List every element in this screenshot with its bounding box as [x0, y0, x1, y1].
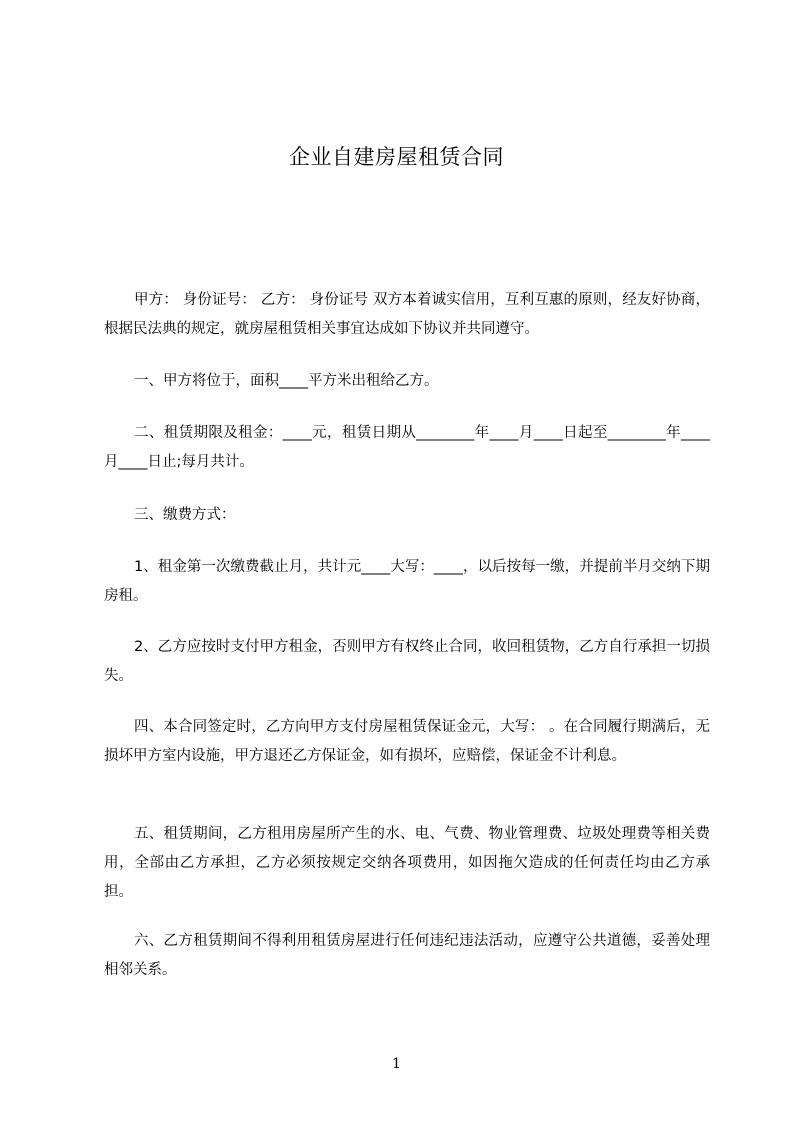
document-title: 企业自建房屋租赁合同	[289, 145, 504, 169]
paragraph-clause-1: 一、甲方将位于，面积____平方米出租给乙方。	[134, 373, 439, 389]
page-number: 1	[392, 1056, 401, 1072]
paragraph-clause-4: 四、本合同签定时，乙方向甲方支付房屋租赁保证金元，大写： 。在合同履行期满后，无损坏甲方室内设施，甲方退还乙方保证金，如有损坏，应赔偿，保证金不计利息。	[104, 719, 710, 764]
paragraph-parties: 甲方： 身份证号： 乙方： 身份证号 双方本着诚实信用，互利互惠的原则，经友好协商，根据民法典的规定，就房屋租赁相关事宜达成如下协议并共同遵守。	[104, 292, 710, 337]
paragraph-clause-2: 二、租赁期限及租金：____元，租赁日期从________年____月____日起至________年____月____日止;每月共计。	[104, 425, 710, 470]
paragraph-clause-5: 五、租赁期间，乙方租用房屋所产生的水、电、气费、物业管理费、垃圾处理费等相关费用，全部由乙方承担，乙方必须按规定交纳各项费用，如因拖欠造成的任何责任均由乙方承担。	[104, 826, 710, 900]
paragraph-clause-3: 三、缴费方式：	[134, 507, 236, 523]
paragraph-clause-6: 六、乙方租赁期间不得利用租赁房屋进行任何违纪违法活动，应遵守公共道德，妥善处理相邻关系。	[104, 933, 710, 978]
paragraph-clause-3-2: 2、乙方应按时支付甲方租金，否则甲方有权终止合同，收回租赁物，乙方自行承担一切损失。	[104, 639, 710, 684]
paragraph-clause-3-1: 1、租金第一次缴费截止月，共计元____大写：____，以后按每一缴，并提前半月交纳下期房租。	[104, 559, 710, 604]
